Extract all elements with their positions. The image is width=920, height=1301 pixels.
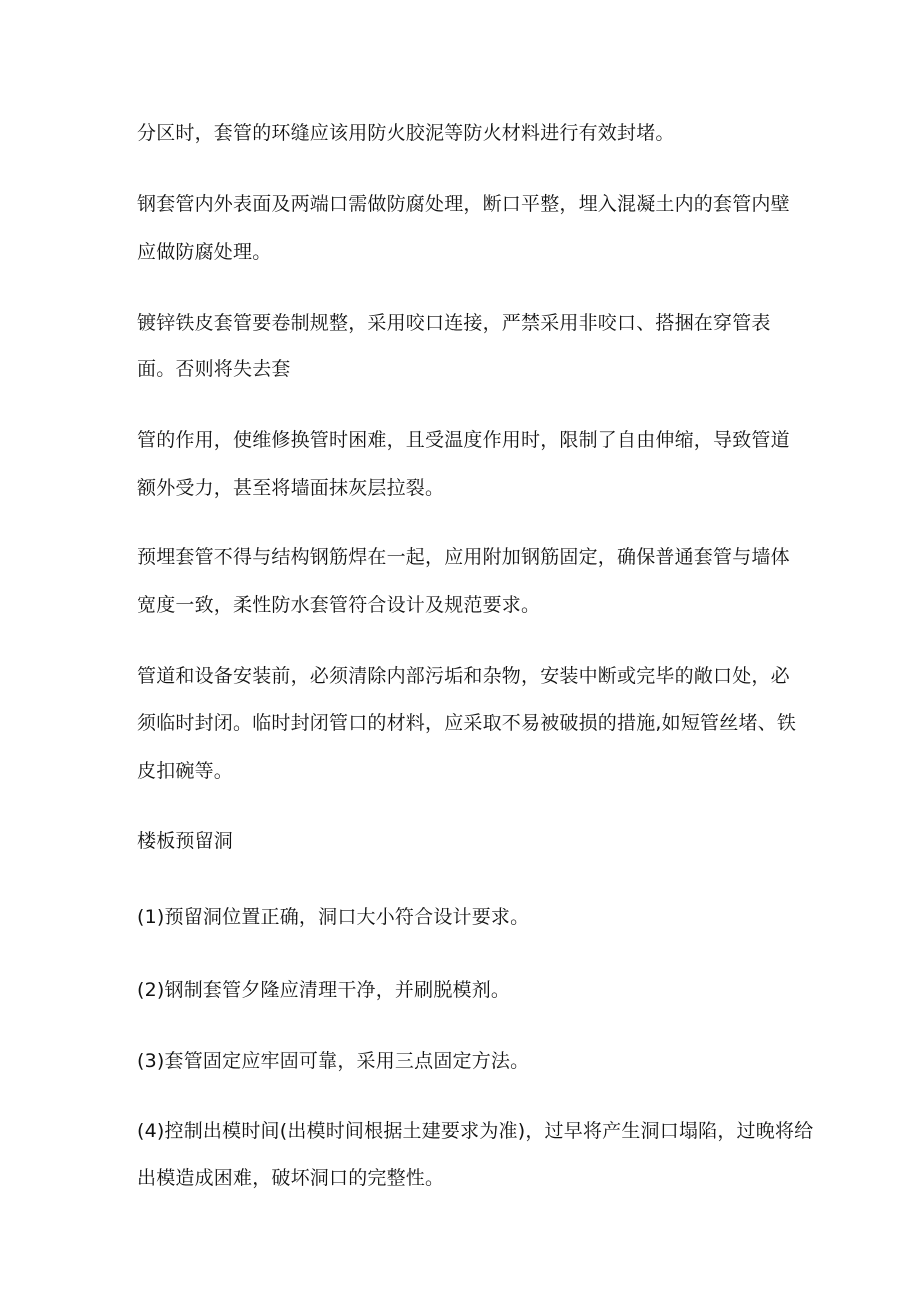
text-line: 面。否则将失去套 [137, 358, 291, 380]
text-line: 皮扣碗等。 [137, 760, 234, 782]
text-line: 宽度一致，柔性防水套管符合设计及规范要求。 [137, 594, 541, 616]
list-item: (2)钢制套管夕隆应清理干净，并刷脱模剂。 [137, 979, 511, 1001]
list-item: (4)控制出模时间(出模时间根据土建要求为准)，过早将产生洞口塌陷，过晚将给 [137, 1120, 814, 1142]
list-item: (3)套管固定应牢固可靠，采用三点固定方法。 [137, 1050, 530, 1072]
text-line: 分区时，套管的环缝应该用防火胶泥等防火材料进行有效封堵。 [137, 122, 675, 144]
text-line: 应做防腐处理。 [137, 241, 272, 263]
section-heading: 楼板预留洞 [137, 830, 234, 852]
text-line: 预埋套管不得与结构钢筋焊在一起，应用附加钢筋固定，确保普通套管与墙体 [137, 546, 790, 568]
text-line: 管的作用，使维修换管时困难，且受温度作用时，限制了自由伸缩，导致管道 [137, 429, 790, 451]
text-line: 须临时封闭。临时封闭管口的材料，应采取不易被破损的措施,如短管丝堵、铁 [137, 712, 797, 734]
text-line: 额外受力，甚至将墙面抹灰层拉裂。 [137, 477, 445, 499]
list-item: (1)预留洞位置正确，洞口大小符合设计要求。 [137, 906, 530, 928]
list-item-continuation: 出模造成困难，破坏洞口的完整性。 [137, 1167, 445, 1189]
text-line: 管道和设备安装前，必须清除内部污垢和杂物，安装中断或完毕的敞口处，必 [137, 665, 790, 687]
text-line: 镀锌铁皮套管要卷制规整，采用咬口连接，严禁采用非咬口、搭捆在穿管表 [137, 312, 771, 334]
text-line: 钢套管内外表面及两端口需做防腐处理，断口平整，埋入混凝土内的套管内壁 [137, 193, 790, 215]
